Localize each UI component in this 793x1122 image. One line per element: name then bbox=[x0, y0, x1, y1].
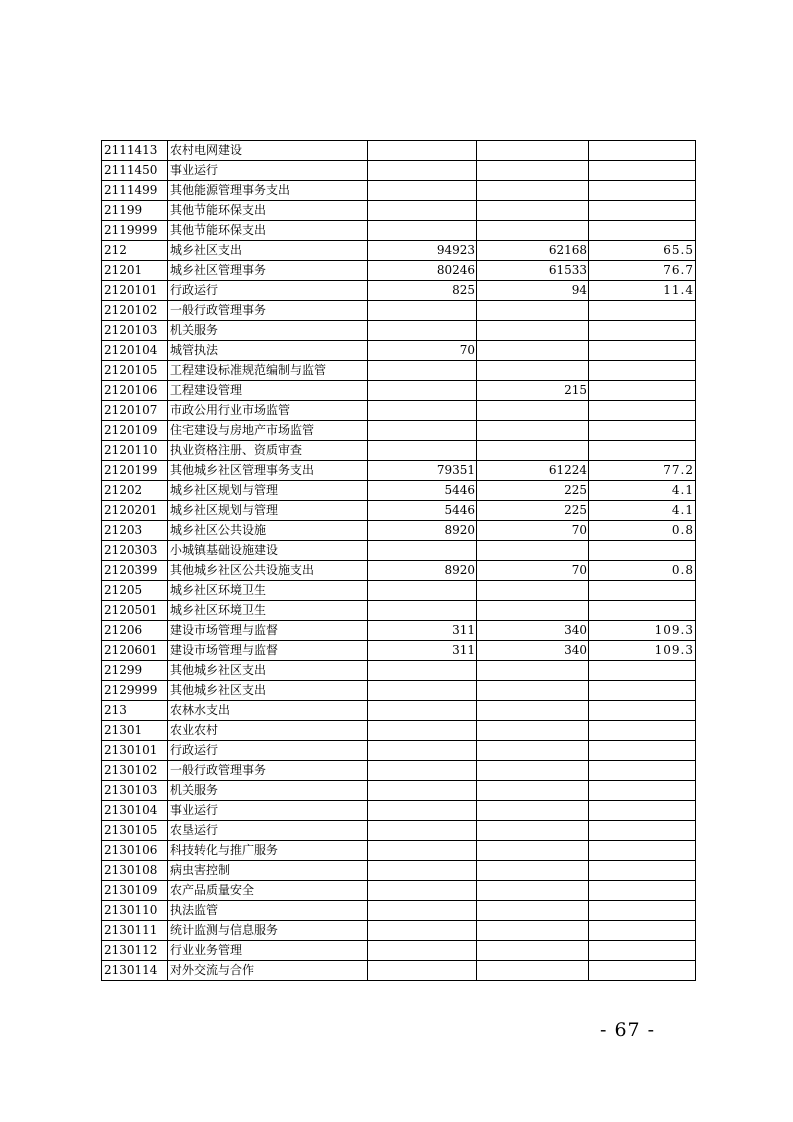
value-cell-2 bbox=[477, 821, 589, 841]
table-row bbox=[102, 221, 696, 241]
value-cell-2 bbox=[477, 161, 589, 181]
value-cell-3 bbox=[589, 181, 696, 201]
account-name-cell: 其他节能环保支出 bbox=[168, 201, 368, 221]
budget-table bbox=[101, 140, 696, 981]
value-cell-2: 340 bbox=[477, 641, 589, 661]
table-row bbox=[102, 801, 696, 821]
value-cell-3 bbox=[589, 941, 696, 961]
table-row bbox=[102, 481, 696, 501]
table-row bbox=[102, 781, 696, 801]
value-cell-1: 311 bbox=[368, 621, 477, 641]
value-cell-3 bbox=[589, 761, 696, 781]
account-code-cell: 21199 bbox=[102, 201, 168, 221]
value-cell-2 bbox=[477, 721, 589, 741]
value-cell-3 bbox=[589, 341, 696, 361]
account-code-cell: 212 bbox=[102, 241, 168, 261]
value-cell-3 bbox=[589, 381, 696, 401]
value-cell-3 bbox=[589, 661, 696, 681]
value-cell-1 bbox=[368, 441, 477, 461]
value-cell-1 bbox=[368, 161, 477, 181]
value-cell-1 bbox=[368, 321, 477, 341]
table-row bbox=[102, 161, 696, 181]
table-body bbox=[102, 141, 696, 981]
value-cell-3 bbox=[589, 901, 696, 921]
account-code-cell: 2120106 bbox=[102, 381, 168, 401]
account-code-cell: 2129999 bbox=[102, 681, 168, 701]
value-cell-3 bbox=[589, 861, 696, 881]
value-cell-3 bbox=[589, 201, 696, 221]
account-code-cell: 21205 bbox=[102, 581, 168, 601]
account-code-cell: 21203 bbox=[102, 521, 168, 541]
table-row bbox=[102, 661, 696, 681]
value-cell-3: 77.2 bbox=[589, 461, 696, 481]
account-name-cell: 农村电网建设 bbox=[168, 141, 368, 161]
value-cell-3 bbox=[589, 881, 696, 901]
value-cell-2 bbox=[477, 901, 589, 921]
value-cell-1: 5446 bbox=[368, 481, 477, 501]
value-cell-1 bbox=[368, 921, 477, 941]
table-row bbox=[102, 581, 696, 601]
account-code-cell: 2130101 bbox=[102, 741, 168, 761]
table-row bbox=[102, 441, 696, 461]
account-name-cell: 城乡社区公共设施 bbox=[168, 521, 368, 541]
account-code-cell: 21201 bbox=[102, 261, 168, 281]
value-cell-2 bbox=[477, 941, 589, 961]
value-cell-1 bbox=[368, 741, 477, 761]
value-cell-2 bbox=[477, 181, 589, 201]
value-cell-1 bbox=[368, 761, 477, 781]
value-cell-2: 62168 bbox=[477, 241, 589, 261]
account-name-cell: 建设市场管理与监督 bbox=[168, 621, 368, 641]
value-cell-2 bbox=[477, 801, 589, 821]
value-cell-1 bbox=[368, 861, 477, 881]
value-cell-3 bbox=[589, 221, 696, 241]
account-name-cell: 小城镇基础设施建设 bbox=[168, 541, 368, 561]
table-row bbox=[102, 381, 696, 401]
account-code-cell: 2111413 bbox=[102, 141, 168, 161]
account-name-cell: 科技转化与推广服务 bbox=[168, 841, 368, 861]
value-cell-3: 0.8 bbox=[589, 521, 696, 541]
page-number: - 67 - bbox=[600, 1019, 656, 1041]
account-code-cell: 2130110 bbox=[102, 901, 168, 921]
account-code-cell: 2120501 bbox=[102, 601, 168, 621]
account-name-cell: 工程建设标准规范编制与监管 bbox=[168, 361, 368, 381]
value-cell-2 bbox=[477, 321, 589, 341]
account-code-cell: 21299 bbox=[102, 661, 168, 681]
value-cell-1: 5446 bbox=[368, 501, 477, 521]
account-name-cell: 其他城乡社区公共设施支出 bbox=[168, 561, 368, 581]
account-code-cell: 2111499 bbox=[102, 181, 168, 201]
value-cell-2: 215 bbox=[477, 381, 589, 401]
account-code-cell: 2120103 bbox=[102, 321, 168, 341]
table-row bbox=[102, 241, 696, 261]
value-cell-2: 340 bbox=[477, 621, 589, 641]
value-cell-1 bbox=[368, 201, 477, 221]
account-name-cell: 执法监管 bbox=[168, 901, 368, 921]
value-cell-3 bbox=[589, 701, 696, 721]
table-row bbox=[102, 701, 696, 721]
account-name-cell: 城管执法 bbox=[168, 341, 368, 361]
account-code-cell: 2130103 bbox=[102, 781, 168, 801]
value-cell-1 bbox=[368, 301, 477, 321]
account-name-cell: 城乡社区支出 bbox=[168, 241, 368, 261]
account-code-cell: 2120104 bbox=[102, 341, 168, 361]
value-cell-3 bbox=[589, 721, 696, 741]
account-code-cell: 21301 bbox=[102, 721, 168, 741]
table-row bbox=[102, 941, 696, 961]
account-code-cell: 2111450 bbox=[102, 161, 168, 181]
table-row bbox=[102, 721, 696, 741]
value-cell-1 bbox=[368, 541, 477, 561]
account-code-cell: 2130104 bbox=[102, 801, 168, 821]
value-cell-3 bbox=[589, 921, 696, 941]
account-code-cell: 2130112 bbox=[102, 941, 168, 961]
account-code-cell: 2120303 bbox=[102, 541, 168, 561]
table-row bbox=[102, 761, 696, 781]
account-name-cell: 事业运行 bbox=[168, 161, 368, 181]
value-cell-2: 70 bbox=[477, 521, 589, 541]
table-row bbox=[102, 361, 696, 381]
table-row bbox=[102, 321, 696, 341]
value-cell-2: 61224 bbox=[477, 461, 589, 481]
account-name-cell: 其他城乡社区支出 bbox=[168, 661, 368, 681]
value-cell-2 bbox=[477, 601, 589, 621]
account-code-cell: 2130114 bbox=[102, 961, 168, 981]
value-cell-1 bbox=[368, 401, 477, 421]
table-row bbox=[102, 261, 696, 281]
value-cell-2 bbox=[477, 301, 589, 321]
table-row bbox=[102, 501, 696, 521]
value-cell-2 bbox=[477, 541, 589, 561]
value-cell-1 bbox=[368, 801, 477, 821]
account-name-cell: 其他城乡社区管理事务支出 bbox=[168, 461, 368, 481]
value-cell-2: 225 bbox=[477, 481, 589, 501]
account-code-cell: 2130108 bbox=[102, 861, 168, 881]
value-cell-2: 70 bbox=[477, 561, 589, 581]
value-cell-1 bbox=[368, 901, 477, 921]
table-row bbox=[102, 961, 696, 981]
value-cell-2 bbox=[477, 221, 589, 241]
table-row bbox=[102, 921, 696, 941]
account-name-cell: 其他城乡社区支出 bbox=[168, 681, 368, 701]
value-cell-2 bbox=[477, 961, 589, 981]
account-code-cell: 2120109 bbox=[102, 421, 168, 441]
value-cell-2 bbox=[477, 761, 589, 781]
account-code-cell: 2130109 bbox=[102, 881, 168, 901]
table-row bbox=[102, 561, 696, 581]
value-cell-2: 225 bbox=[477, 501, 589, 521]
account-code-cell: 2120110 bbox=[102, 441, 168, 461]
value-cell-3 bbox=[589, 161, 696, 181]
table-row bbox=[102, 841, 696, 861]
value-cell-1: 825 bbox=[368, 281, 477, 301]
value-cell-1 bbox=[368, 781, 477, 801]
account-name-cell: 行政运行 bbox=[168, 281, 368, 301]
value-cell-3 bbox=[589, 841, 696, 861]
value-cell-2 bbox=[477, 681, 589, 701]
value-cell-2 bbox=[477, 781, 589, 801]
value-cell-1 bbox=[368, 181, 477, 201]
value-cell-1 bbox=[368, 721, 477, 741]
account-name-cell: 城乡社区规划与管理 bbox=[168, 481, 368, 501]
value-cell-3: 4.1 bbox=[589, 501, 696, 521]
table-row bbox=[102, 281, 696, 301]
value-cell-2 bbox=[477, 361, 589, 381]
value-cell-3 bbox=[589, 321, 696, 341]
account-name-cell: 农业农村 bbox=[168, 721, 368, 741]
account-name-cell: 农垦运行 bbox=[168, 821, 368, 841]
value-cell-2 bbox=[477, 401, 589, 421]
account-name-cell: 一般行政管理事务 bbox=[168, 761, 368, 781]
value-cell-1: 311 bbox=[368, 641, 477, 661]
account-name-cell: 病虫害控制 bbox=[168, 861, 368, 881]
value-cell-3 bbox=[589, 401, 696, 421]
value-cell-1 bbox=[368, 841, 477, 861]
value-cell-3 bbox=[589, 361, 696, 381]
table-row bbox=[102, 401, 696, 421]
table-row bbox=[102, 541, 696, 561]
account-code-cell: 21206 bbox=[102, 621, 168, 641]
value-cell-3 bbox=[589, 441, 696, 461]
value-cell-2 bbox=[477, 441, 589, 461]
table-row bbox=[102, 201, 696, 221]
table-row bbox=[102, 341, 696, 361]
value-cell-2 bbox=[477, 921, 589, 941]
account-code-cell: 2120601 bbox=[102, 641, 168, 661]
table-row bbox=[102, 901, 696, 921]
account-code-cell: 213 bbox=[102, 701, 168, 721]
account-name-cell: 统计监测与信息服务 bbox=[168, 921, 368, 941]
account-name-cell: 农产品质量安全 bbox=[168, 881, 368, 901]
value-cell-3 bbox=[589, 601, 696, 621]
value-cell-3 bbox=[589, 541, 696, 561]
value-cell-2 bbox=[477, 341, 589, 361]
account-code-cell: 2130105 bbox=[102, 821, 168, 841]
table-row bbox=[102, 521, 696, 541]
table-row bbox=[102, 881, 696, 901]
account-name-cell: 工程建设管理 bbox=[168, 381, 368, 401]
account-code-cell: 2119999 bbox=[102, 221, 168, 241]
value-cell-2 bbox=[477, 741, 589, 761]
account-name-cell: 机关服务 bbox=[168, 781, 368, 801]
account-code-cell: 2120201 bbox=[102, 501, 168, 521]
value-cell-3: 109.3 bbox=[589, 621, 696, 641]
value-cell-2 bbox=[477, 141, 589, 161]
account-code-cell: 2120399 bbox=[102, 561, 168, 581]
table-row bbox=[102, 421, 696, 441]
table-row bbox=[102, 461, 696, 481]
account-name-cell: 机关服务 bbox=[168, 321, 368, 341]
value-cell-3 bbox=[589, 821, 696, 841]
table-row bbox=[102, 861, 696, 881]
value-cell-1 bbox=[368, 381, 477, 401]
value-cell-1 bbox=[368, 681, 477, 701]
account-name-cell: 一般行政管理事务 bbox=[168, 301, 368, 321]
value-cell-3 bbox=[589, 801, 696, 821]
account-code-cell: 2130111 bbox=[102, 921, 168, 941]
table-row bbox=[102, 821, 696, 841]
account-name-cell: 农林水支出 bbox=[168, 701, 368, 721]
account-code-cell: 2130106 bbox=[102, 841, 168, 861]
value-cell-3: 4.1 bbox=[589, 481, 696, 501]
value-cell-1 bbox=[368, 701, 477, 721]
value-cell-2 bbox=[477, 581, 589, 601]
value-cell-3 bbox=[589, 681, 696, 701]
table-row bbox=[102, 621, 696, 641]
value-cell-2: 94 bbox=[477, 281, 589, 301]
account-name-cell: 执业资格注册、资质审查 bbox=[168, 441, 368, 461]
value-cell-3 bbox=[589, 301, 696, 321]
account-name-cell: 市政公用行业市场监管 bbox=[168, 401, 368, 421]
account-code-cell: 2120101 bbox=[102, 281, 168, 301]
account-name-cell: 城乡社区规划与管理 bbox=[168, 501, 368, 521]
value-cell-1 bbox=[368, 941, 477, 961]
value-cell-1 bbox=[368, 961, 477, 981]
value-cell-3: 109.3 bbox=[589, 641, 696, 661]
account-name-cell: 其他能源管理事务支出 bbox=[168, 181, 368, 201]
account-name-cell: 对外交流与合作 bbox=[168, 961, 368, 981]
value-cell-1: 8920 bbox=[368, 561, 477, 581]
value-cell-1 bbox=[368, 221, 477, 241]
table-row bbox=[102, 681, 696, 701]
value-cell-1 bbox=[368, 141, 477, 161]
value-cell-2 bbox=[477, 861, 589, 881]
value-cell-2 bbox=[477, 841, 589, 861]
account-code-cell: 2120107 bbox=[102, 401, 168, 421]
account-code-cell: 2120102 bbox=[102, 301, 168, 321]
account-code-cell: 2120199 bbox=[102, 461, 168, 481]
value-cell-3 bbox=[589, 581, 696, 601]
value-cell-3: 65.5 bbox=[589, 241, 696, 261]
value-cell-1: 8920 bbox=[368, 521, 477, 541]
value-cell-3 bbox=[589, 961, 696, 981]
table-row bbox=[102, 141, 696, 161]
value-cell-1 bbox=[368, 661, 477, 681]
value-cell-1: 70 bbox=[368, 341, 477, 361]
account-name-cell: 城乡社区环境卫生 bbox=[168, 601, 368, 621]
value-cell-3: 76.7 bbox=[589, 261, 696, 281]
value-cell-3 bbox=[589, 421, 696, 441]
value-cell-1: 80246 bbox=[368, 261, 477, 281]
value-cell-3: 0.8 bbox=[589, 561, 696, 581]
account-code-cell: 2130102 bbox=[102, 761, 168, 781]
table-row bbox=[102, 601, 696, 621]
value-cell-3 bbox=[589, 741, 696, 761]
table-row bbox=[102, 181, 696, 201]
account-name-cell: 城乡社区环境卫生 bbox=[168, 581, 368, 601]
value-cell-2 bbox=[477, 701, 589, 721]
account-name-cell: 城乡社区管理事务 bbox=[168, 261, 368, 281]
value-cell-3 bbox=[589, 141, 696, 161]
account-name-cell: 住宅建设与房地产市场监管 bbox=[168, 421, 368, 441]
table-row bbox=[102, 741, 696, 761]
value-cell-1 bbox=[368, 881, 477, 901]
value-cell-2 bbox=[477, 661, 589, 681]
value-cell-1 bbox=[368, 361, 477, 381]
value-cell-1 bbox=[368, 601, 477, 621]
account-name-cell: 其他节能环保支出 bbox=[168, 221, 368, 241]
account-code-cell: 2120105 bbox=[102, 361, 168, 381]
value-cell-1: 94923 bbox=[368, 241, 477, 261]
value-cell-2 bbox=[477, 421, 589, 441]
table-row bbox=[102, 301, 696, 321]
value-cell-1 bbox=[368, 821, 477, 841]
table-row bbox=[102, 641, 696, 661]
value-cell-1: 79351 bbox=[368, 461, 477, 481]
value-cell-2 bbox=[477, 881, 589, 901]
account-name-cell: 行政运行 bbox=[168, 741, 368, 761]
value-cell-2: 61533 bbox=[477, 261, 589, 281]
value-cell-2 bbox=[477, 201, 589, 221]
account-name-cell: 行业业务管理 bbox=[168, 941, 368, 961]
account-name-cell: 建设市场管理与监督 bbox=[168, 641, 368, 661]
account-name-cell: 事业运行 bbox=[168, 801, 368, 821]
value-cell-3: 11.4 bbox=[589, 281, 696, 301]
value-cell-1 bbox=[368, 421, 477, 441]
account-code-cell: 21202 bbox=[102, 481, 168, 501]
value-cell-3 bbox=[589, 781, 696, 801]
value-cell-1 bbox=[368, 581, 477, 601]
